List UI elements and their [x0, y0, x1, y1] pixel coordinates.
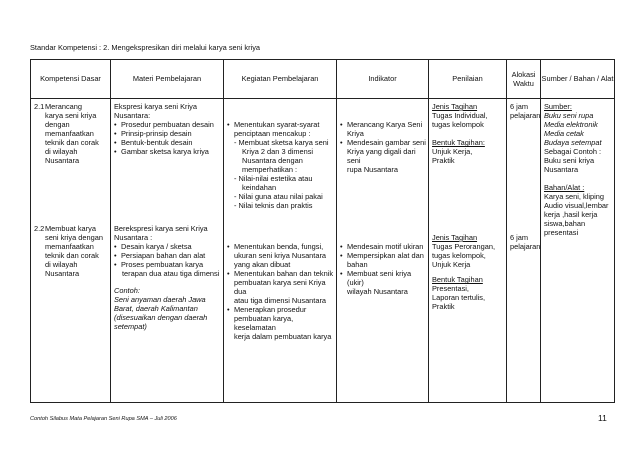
materi-bullet: Proses pembuatan karya [121, 260, 204, 270]
contoh-line: Seni anyaman daerah Jawa [114, 295, 206, 305]
kegiatan-line: atau tiga dimensi Nusantara [234, 296, 327, 306]
penilaian-line: Tugas Perorangan, [432, 242, 495, 252]
page-number: 11 [598, 413, 607, 423]
penilaian-line: Presentasi, [432, 284, 469, 294]
materi-bullet: Prinsip-prinsip desain [121, 129, 192, 139]
indikator-1 [340, 120, 426, 174]
alokasi-2 [510, 233, 541, 252]
bahan-alat-label: Bahan/Alat : [544, 183, 585, 193]
bullet-icon: • [114, 138, 117, 148]
bullet-icon: • [114, 260, 117, 270]
penilaian-line: Praktik [432, 302, 455, 312]
sumber-line: Nusantara [544, 165, 579, 175]
penilaian-2 [432, 233, 504, 311]
materi-bullet: Persiapan bahan dan alat [121, 251, 206, 261]
bahan-line: kerja ,hasil kerja [544, 210, 598, 220]
kd-line: teknik dan corak [45, 251, 99, 261]
materi-bullet: Desain karya / sketsa [121, 242, 192, 252]
kd-line: Membuat karya [45, 224, 96, 233]
header-materi: Materi Pembelajaran [111, 60, 224, 99]
jenis-tagihan-label: Jenis Tagihan [432, 102, 478, 111]
indikator-line: Mempersipkan alat dan [347, 251, 424, 261]
bullet-icon: • [114, 129, 117, 139]
kegiatan-2 [227, 242, 334, 341]
alokasi-1 [510, 102, 541, 121]
kd-line: di wilayah [45, 260, 78, 270]
bullet-icon: • [340, 269, 343, 279]
syllabus-table [30, 59, 615, 403]
sumber-block [544, 102, 612, 237]
kd-line: Nusantara [45, 269, 80, 279]
kd-line: memanfaatkan [45, 242, 94, 252]
kegiatan-line: yang akan dibuat [234, 260, 291, 270]
standar-kompetensi: Standar Kompetensi : 2. Mengekspresikan diri melalui karya seni kriya [30, 43, 261, 52]
bullet-icon: • [227, 120, 230, 129]
penilaian-line: tugas kelompok, [432, 251, 486, 261]
bullet-icon: • [340, 138, 343, 148]
jenis-tagihan-label: Jenis Tagihan [432, 233, 478, 242]
kd-line: dengan [45, 120, 70, 130]
indikator-2 [340, 242, 426, 296]
cell-indikator [337, 99, 429, 403]
cell-materi [111, 99, 224, 403]
bentuk-tagihan-label: Bentuk Tagihan [432, 275, 483, 285]
materi-bullet: Prosedur pembuatan desain [121, 120, 214, 130]
kegiatan-line: pembuatan karya, keselamatan [234, 314, 294, 333]
bullet-icon: • [340, 242, 343, 251]
kegiatan-line: Nusantara dengan [242, 156, 303, 166]
bullet-icon: • [114, 120, 117, 130]
contoh-line: Barat, daerah Kalimantan [114, 304, 198, 314]
penilaian-line: Unjuk Kerja [432, 260, 471, 270]
header-kompetensi-dasar: Kompetensi Dasar [31, 60, 111, 99]
indikator-line: Mendesain motif ukiran [347, 242, 424, 251]
sumber-item: Buku seni rupa [544, 111, 594, 121]
kegiatan-line: pembuatan karya seni Kriya dua [234, 278, 326, 297]
materi-line: Nusantara: [114, 111, 151, 121]
bullet-icon: • [340, 251, 343, 261]
indikator-line: Membuat seni kriya (ukir) [347, 269, 412, 288]
kegiatan-line: Menentukan syarat-syarat [234, 120, 320, 129]
kegiatan-line: Menentukan benda, fungsi, [234, 242, 324, 251]
alokasi-line: 6 jam [510, 233, 529, 242]
kd-line: karya seni kriya [45, 111, 97, 121]
kegiatan-line: - Membuat sketsa karya seni [234, 138, 329, 148]
kegiatan-line: Kriya 2 dan 3 dimensi [242, 147, 314, 157]
sumber-item: Budaya setempat [544, 138, 602, 148]
bullet-icon: • [114, 147, 117, 157]
penilaian-line: Laporan tertulis, [432, 293, 485, 303]
kegiatan-line: Menentukan bahan dan teknik [234, 269, 334, 279]
cell-kegiatan [224, 99, 337, 403]
header-sumber: Sumber / Bahan / Alat [541, 60, 615, 99]
kd-line: di wilayah [45, 147, 78, 157]
sumber-item: Media cetak [544, 129, 584, 139]
alokasi-line: 6 jam [510, 102, 529, 111]
indikator-line: Kriya yang digali dari seni [347, 147, 416, 166]
kd-line: Nusantara [45, 156, 80, 166]
contoh-line: setempat) [114, 322, 147, 332]
cell-alokasi [507, 99, 541, 403]
indikator-line: bahan [347, 260, 368, 270]
bahan-line: Karya seni, kliping [544, 192, 604, 202]
contoh-line: (disesuaikan dengan daerah [114, 313, 208, 323]
materi-line: Berekspresi karya seni Kriya [114, 224, 208, 233]
indikator-line: Merancang Karya Seni [347, 120, 423, 129]
bullet-icon: • [114, 251, 117, 261]
penilaian-line: Tugas Individual, [432, 111, 488, 121]
bullet-icon: • [227, 269, 230, 279]
cell-penilaian [429, 99, 507, 403]
penilaian-line: Unjuk Kerja, [432, 147, 473, 157]
table-row [31, 99, 615, 403]
kd-2-1 [34, 102, 108, 165]
materi-bullet-cont: terapan dua atau tiga dimensi [122, 269, 220, 279]
kd-2-2 [34, 224, 108, 278]
materi-1 [114, 102, 221, 156]
penilaian-line: tugas kelompok [432, 120, 484, 130]
kegiatan-line: - Nilai guna atau nilai pakai [234, 192, 323, 202]
header-alokasi-waktu: Alokasi Waktu [507, 60, 541, 99]
contoh-label: Contoh: [114, 286, 140, 296]
kegiatan-line: kerja dalam pembuatan karya [234, 332, 332, 342]
materi-2 [114, 224, 221, 331]
sumber-line: Buku seni kriya [544, 156, 595, 166]
cell-kompetensi-dasar [31, 99, 111, 403]
kd-line: Merancang [45, 102, 82, 111]
kegiatan-line: penciptaan mencakup : [234, 129, 311, 139]
indikator-line: wilayah Nusantara [347, 287, 408, 297]
indikator-line: Mendesain gambar seni [347, 138, 426, 148]
bullet-icon: • [114, 242, 117, 252]
materi-bullet: Gambar sketsa karya kriya [121, 147, 209, 157]
header-penilaian: Penilaian [429, 60, 507, 99]
table-header-row [31, 60, 615, 99]
kegiatan-line: keindahan [242, 183, 277, 193]
bullet-icon: • [340, 120, 343, 129]
header-kegiatan: Kegiatan Pembelajaran [224, 60, 337, 99]
bahan-line: presentasi [544, 228, 579, 238]
materi-line: Nusantara : [114, 233, 153, 243]
sumber-line: Sebagai Contoh : [544, 147, 602, 157]
kd-line: memanfaatkan [45, 129, 94, 139]
alokasi-line: pelajaran [510, 111, 541, 121]
kegiatan-line: Menerapkan prosedur [234, 305, 307, 315]
kd-line: seni kriya dengan [45, 233, 103, 243]
bahan-line: Audio visual,lembar [544, 201, 609, 211]
kd-number: 2.2 [34, 224, 45, 233]
kd-number: 2.1 [34, 102, 45, 111]
kd-line: teknik dan corak [45, 138, 99, 148]
bentuk-tagihan-label: Bentuk Tagihan: [432, 138, 485, 148]
materi-bullet: Bentuk-bentuk desain [121, 138, 193, 148]
kegiatan-line: ukuran seni kriya Nusantara [234, 251, 327, 261]
indikator-line: Kriya [347, 129, 364, 139]
alokasi-line: pelajaran [510, 242, 541, 252]
sumber-label: Sumber: [544, 102, 572, 111]
indikator-line: rupa Nusantara [347, 165, 398, 175]
materi-line: Ekspresi karya seni Kriya [114, 102, 197, 111]
header-indikator: Indikator [337, 60, 429, 99]
sumber-item: Media elektronik [544, 120, 598, 130]
penilaian-1 [432, 102, 504, 165]
kegiatan-1 [227, 120, 334, 210]
penilaian-line: Praktik [432, 156, 455, 166]
kegiatan-line: - Nilai-nilai estetika atau [234, 174, 313, 184]
footer-source-note: Contoh Silabus Mata Pelajaran Seni Rupa SMA – Juli 2006 [30, 416, 177, 422]
bullet-icon: • [227, 242, 230, 251]
kegiatan-line: - Nilai teknis dan praktis [234, 201, 313, 211]
bahan-line: siswa,bahan [544, 219, 586, 229]
cell-sumber [541, 99, 615, 403]
bullet-icon: • [227, 305, 230, 315]
kegiatan-line: memperhatikan : [242, 165, 298, 175]
